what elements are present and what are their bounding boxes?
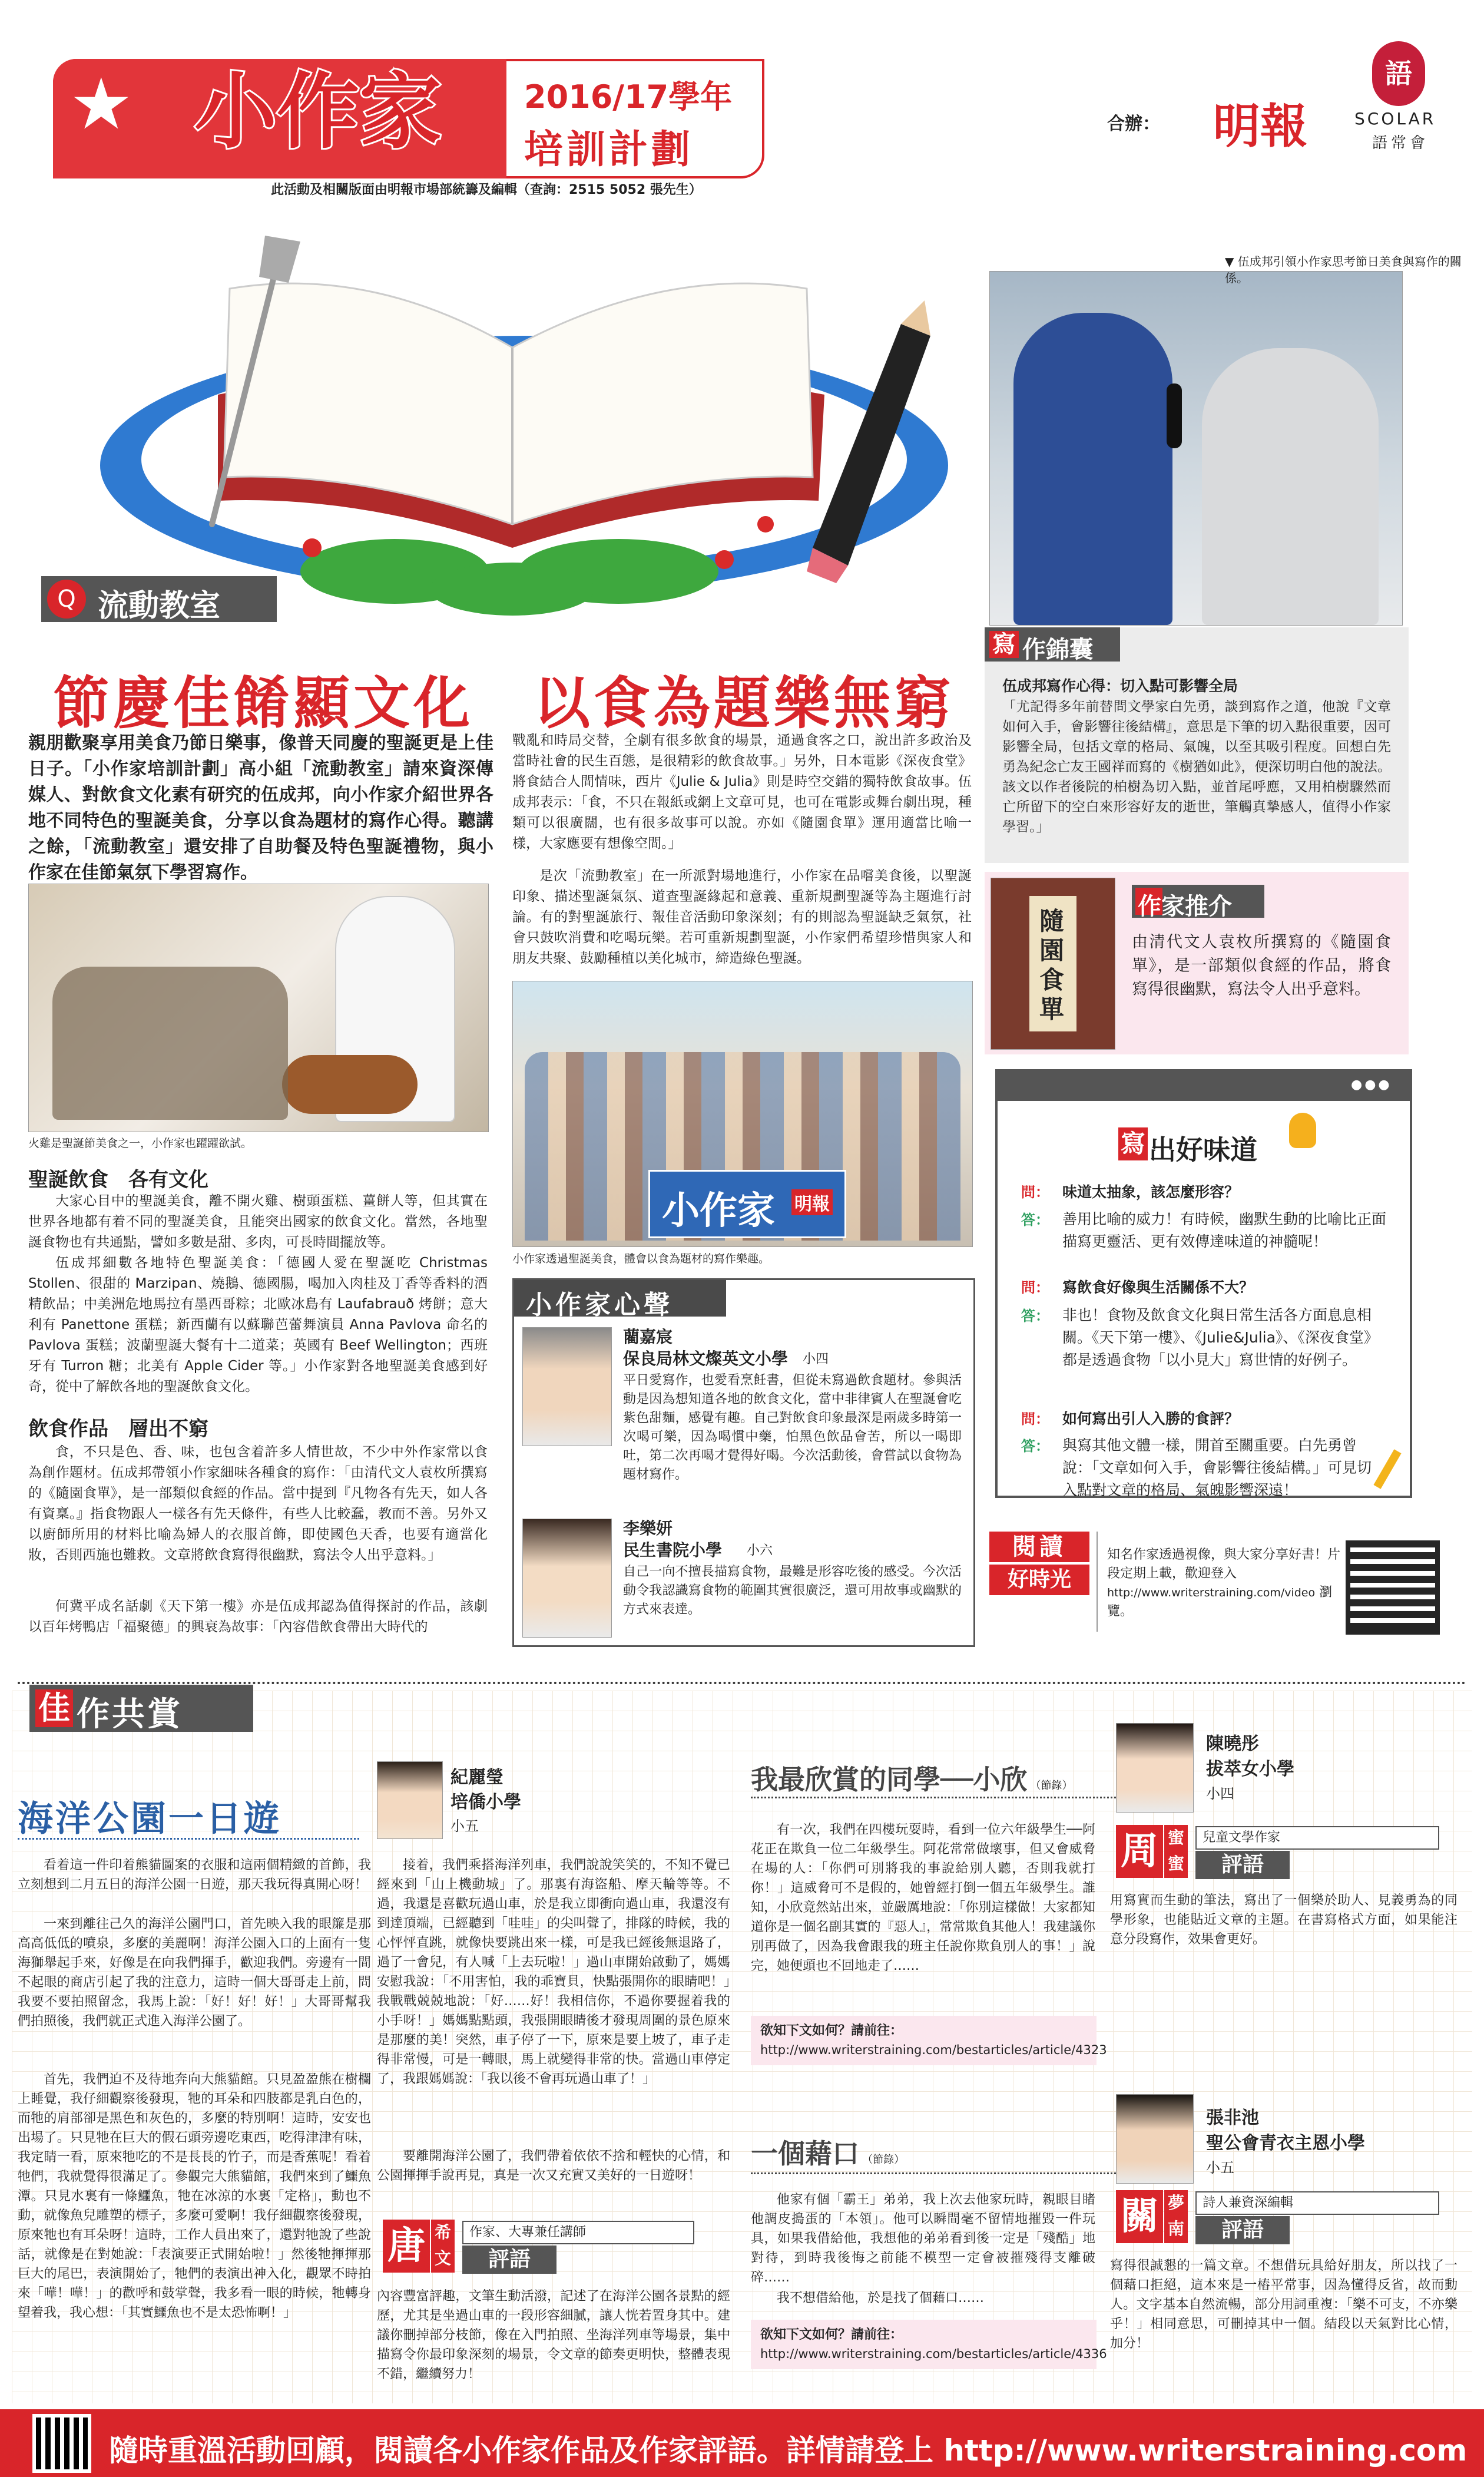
student1-portrait bbox=[522, 1327, 612, 1446]
paragraph-1: 大家心目中的聖誕美食，離不開火雞、樹頭蛋糕、薑餅人等，但其實在世界各地都有着不同的聖誕美食，且能突出國家的飲食文化。當然，各地聖誕食物也有共通點，譬如多數是甜、多肉，可長時間擺放等。 bbox=[28, 1193, 488, 1250]
book-cover-title: 隨園食單 bbox=[1039, 907, 1065, 1024]
lightbulb-icon bbox=[1289, 1113, 1316, 1148]
qa-title: 出好味道 bbox=[1149, 1134, 1257, 1166]
student2-school: 民生書院小學 bbox=[623, 1540, 723, 1560]
q1-label: 問： bbox=[1021, 1184, 1049, 1201]
q3-text: 如何寫出引人入勝的食評？ bbox=[1062, 1410, 1240, 1427]
reading-suffix: 瀏覽。 bbox=[1107, 1585, 1333, 1619]
article1-reviewer-role: 作家、大專兼任講師 bbox=[462, 2221, 694, 2244]
group-photo-caption: 小作家透過聖誕美食，體會以食為題材的寫作樂趣。 bbox=[512, 1252, 770, 1265]
recommend-title-bar bbox=[1132, 885, 1264, 918]
article1-title-underline bbox=[18, 1838, 359, 1840]
a3-text: 與寫其他文體一樣，開首至關重要。白先勇曾說：「文章如何入手，會影響往後結構。」可見切入點對文章的格局、氣魄影響深遠！ bbox=[1062, 1437, 1372, 1499]
book-cover bbox=[991, 878, 1115, 1050]
student1-text: 平日愛寫作，也愛看烹飪書，但從未寫過飲食題材。參與活動是因為想知道各地的飲食文化，當中非律賓人在聖誕會吃紫色甜麵，感覺有趣。自己對飲食印象最深是兩歲多時第一次喝可樂，因為喝慣中藥，怕黑色飲品會苦，所以一喝即吐，第二次再喝才覺得好喝。今次活動後，會嘗試以食物為題材寫作。 bbox=[623, 1373, 962, 1482]
article3-student-name: 張非池 bbox=[1206, 2108, 1259, 2128]
article3-student-grade: 小五 bbox=[1206, 2159, 1234, 2176]
star-icon: ★ bbox=[69, 64, 133, 145]
lead-paragraph: 親朋歡聚享用美食乃節日樂事，像普天同慶的聖誕更是上佳日子。「小作家培訓計劃」高小組「流動教室」請來資深傳媒人、對飲食文化素有研究的伍成邦，向小作家介紹世界各地不同特色的聖誕美食，分享以食為題材的寫作心得。聽講之餘，「流動教室」還安排了自助餐及特色聖誕禮物，與小作家在佳節氣氛下學習寫作。 bbox=[28, 733, 493, 883]
footer-qr-code-icon[interactable] bbox=[32, 2414, 91, 2473]
section-divider bbox=[18, 1682, 1466, 1684]
article2-portrait bbox=[1116, 1723, 1194, 1813]
student1-school: 保良局林文燦英文小學 bbox=[623, 1349, 789, 1368]
article2-excerpt-tag: （節錄） bbox=[1030, 1780, 1073, 1792]
a1-label: 答： bbox=[1021, 1212, 1049, 1228]
article1-title: 海洋公園一日遊 bbox=[18, 1798, 281, 1840]
article3-reviewer-role: 詩人兼資深編輯 bbox=[1195, 2191, 1439, 2215]
reading-qr-code-icon[interactable] bbox=[1346, 1540, 1440, 1635]
article1-paragraph-1: 看着這一件印着熊貓圖案的衣服和這兩個精緻的首飾，我立刻想到二月五日的海洋公園一日遊，那天我玩得真開心呀！ bbox=[18, 1858, 371, 1892]
turkey-photo bbox=[28, 884, 489, 1132]
article3-reviewer-name: 夢南 bbox=[1164, 2190, 1188, 2243]
showcase-tag bbox=[29, 1685, 253, 1732]
article1-reviewer-surname: 唐 bbox=[383, 2220, 430, 2273]
article2-reviewer-surname: 周 bbox=[1116, 1825, 1163, 1878]
article3-portrait bbox=[1116, 2094, 1194, 2184]
book-recommend-box bbox=[985, 872, 1409, 1054]
top-photo-caption: ▼ 伍成邦引領小作家思考節日美食與寫作的關係。 bbox=[1225, 254, 1462, 285]
person-student bbox=[1013, 313, 1172, 625]
article3-link[interactable]: http://www.writerstraining.com/bestarticles/article/4336 bbox=[760, 2347, 1107, 2361]
plan-label: 培訓計劃 bbox=[524, 127, 694, 172]
article3-title-wrap bbox=[751, 2132, 1104, 2171]
a2-label: 答： bbox=[1021, 1308, 1049, 1324]
article2-review-label: 評語 bbox=[1195, 1851, 1290, 1879]
student1-name: 藺嘉宸 bbox=[623, 1327, 673, 1347]
q3-label: 問： bbox=[1021, 1411, 1049, 1427]
footer-text[interactable]: 隨時重溫活動回顧，閱讀各小作家作品及作家評語。詳情請登上 http://www.writerstraining.com bbox=[109, 2433, 1468, 2468]
top-photo bbox=[989, 271, 1403, 626]
article3-student-school: 聖公會青衣主恩小學 bbox=[1206, 2133, 1365, 2154]
article2-link[interactable]: http://www.writerstraining.com/bestarticles/article/4323 bbox=[760, 2043, 1107, 2057]
article1-paragraph-2: 一來到離往己久的海洋公園門口，首先映入我的眼簾是那高高低低的噴泉，多麼的美麗啊！海洋公園入口的上面有一隻海獅舉起手來，好像是在向我們揮手，歡迎我們。旁邊有一間不起眼的商店引起了我的注意力，這時一個大哥哥走上前，問我要不要拍照留念，我馬上說：「好！好！好！」大哥哥幫我們拍照後，我們就正式進入海洋公園了。 bbox=[18, 1917, 371, 2029]
scolar-en: SCOLAR bbox=[1354, 109, 1436, 128]
qa-box bbox=[995, 1069, 1412, 1498]
a1-text: 善用比喻的威力！有時候，幽默生動的比喻比正面描寫更靈活、更有效傳達味道的神髓呢！ bbox=[1062, 1211, 1387, 1250]
article2-student-grade: 小四 bbox=[1206, 1785, 1234, 1802]
article3-review-label: 評語 bbox=[1195, 2216, 1290, 2244]
article1-col2-paragraph-1: 接着，我們乘搭海洋列車，我們說說笑笑的，不知不覺已經來到「山上機動城」了。那裏有海盜船、摩天輪等等。不過，我還是喜歡玩過山車，於是我立即衝向過山車，我還沒有到達頂端，已經聽到「哇哇」的尖叫聲了，排隊的時候，我的心怦怦直跳，就像快要跳出來一樣，可是我已經後無退路了，過了一會兒，有人喊「上去玩啦！」過山車開始啟動了，媽媽安慰我說：「不用害怕，我的乖寶貝，快點張開你的眼睛吧！」我戰戰兢兢地說：「好……好！我相信你，不過你要握着我的小手呀！」媽媽點點頭，我張開眼睛後才發現周圍的景色原來是那麼的美！突然，車子停了一下，原來是要上坡了，車子走得非常慢，可是一轉眼，馬上就變得非常的快。當過山車停定了，我跟媽媽說：「我以後不會再玩過山車了！」 bbox=[377, 1858, 730, 2086]
window-dots-icon: ●●● bbox=[1351, 1077, 1392, 1092]
article2-reviewer-role: 兒童文學作家 bbox=[1195, 1826, 1439, 1850]
qa-top-bar bbox=[998, 1072, 1410, 1101]
main-headline: 節慶佳餚顯文化 以食為題樂無窮 bbox=[53, 670, 954, 736]
article2-text: 有一次，我們在四樓玩耍時，看到一位六年級學生──阿花正在欺負一位二年級學生。阿花常常做壞事，但又會威脅在場的人：「你們可別將我的事說給別人聽，否則我就打你！」這威脅可不是假的，她曾經打倒一個五年級學生。誰知，小欣竟然站出來，並嚴厲地說：「你別這樣做！大家都知道你是一個名副其實的『惡人』，常常欺負其他人！我建議你別再做了，因為我會跟我的班主任說你欺負別人的事！」說完，她便頭也不回地走了…… bbox=[751, 1823, 1095, 1973]
scolar-zh: 語常會 bbox=[1372, 134, 1429, 152]
person-speaker bbox=[1202, 348, 1379, 625]
col2-paragraph-2: 是次「流動教室」在一所派對場地進行，小作家在品嚐美食後，以聖誕印象、描述聖誕氣氛、道查聖誕緣起和意義、重新規劃聖誕等為主題進行討論。有的對聖誕旅行、報佳音活動印象深刻；有的則認為聖誕缺乏氣氛，社會只鼓吹消費和吃喝玩樂。若可重新規劃聖誕，小作家們希望珍惜與家人和朋友共聚、鼓勵種植以美化城市，締造綠色聖誕。 bbox=[512, 868, 972, 966]
mingpao-logo: 明報 bbox=[1213, 98, 1307, 154]
article1-paragraph-3: 首先，我們迫不及待地奔向大熊貓館。只見盈盈熊在樹欄上睡覺，我仔細觀察後發現，牠的耳朵和四肢都是乳白色的，而牠的肩部卻是黑色和灰色的，多麼的特別啊！這時，安安也出場了。只見牠在巨大的假石頭旁邊吃東西，吃得津津有味，我定睛一看，原來牠吃的不是長長的竹子，而是香蕉呢！看着牠們，我就覺得很滿足了。參觀完大熊貓館，我們來到了鱷魚潭。只見水裏有一條鱷魚，牠在冰涼的水裏「定格」，動也不動，就像魚兒雕塑的標子，多麼可愛啊！我仔細觀察後發現，原來牠也有耳朵呀！這時，工作人員出來了，還對牠說了些說話，就像是在對她說：「表演要正式開始啦！」然後牠揮揮那巨大的尾巴，表演開始了，牠們的表演出神入化，觀眾不時拍來「嘩！嘩！」的歡呼和鼓掌聲，我多看一眼的時候，牠轉身望着我，我心想：「其實鱷魚也不是太恐怖啊！」 bbox=[18, 2072, 371, 2320]
article3-text: 他家有個「霸王」弟弟，我上次去他家玩時，親眼目睹他調皮搗蛋的「本領」。他可以瞬間毫不留情地摧毀一件玩具，如果我借給他，我想他的弟弟看到後一定是「殘酷」地對待，到時我後悔之前能不模型一定會被摧殘得支離破碎…… bbox=[751, 2192, 1095, 2285]
voices-box bbox=[512, 1278, 975, 1647]
subheading-2: 飲食作品 層出不窮 bbox=[28, 1417, 208, 1441]
reading-divider bbox=[1097, 1532, 1098, 1632]
article1-student-school: 培僑小學 bbox=[450, 1792, 521, 1813]
article3-review: 寫得很誠懇的一篇文章。不想借玩具給好朋友，所以找了一個藉口拒絕，這本來是一樁平常事，因為懂得反省，故而動人。文字基本自然流暢，部分用詞重複：「樂不可支，不亦樂乎！」相同意思，可刪掉其中一個。結段以天氣對比心情，加分！ bbox=[1110, 2258, 1458, 2351]
reading-text-block bbox=[1107, 1546, 1343, 1621]
article2-link-label: 欲知下文如何？請前往： bbox=[760, 2023, 903, 2038]
article3-reviewer-surname: 關 bbox=[1116, 2190, 1163, 2243]
tips-title: 作錦囊 bbox=[1022, 636, 1093, 663]
q2-label: 問： bbox=[1021, 1279, 1049, 1296]
banner-mingpao: 明報 bbox=[791, 1189, 833, 1215]
reading-tag bbox=[989, 1532, 1095, 1596]
article2-student-name: 陳曉彤 bbox=[1206, 1734, 1259, 1754]
article1-student-grade: 小五 bbox=[450, 1818, 479, 1834]
article2-title-wrap bbox=[751, 1758, 1104, 1797]
article2-review: 用寫實而生動的筆法，寫出了一個樂於助人、見義勇為的同學形象，也能貼近文章的主題。在書寫格式方面，如果能注意分段寫作，效果會更好。 bbox=[1110, 1893, 1458, 1947]
paragraph-3: 食，不只是色、香、味，也包含着許多人情世故，不少中外作家常以食為創作題材。伍成邦帶領小作家細味各種食的寫作：「由清代文人袁枚所撰寫的《隨園食單》，是一部類似食經的作品。當中提到『凡物各有先天，如人各有資稟。』指食物跟人一樣各有先天條件，有些人比較蠢，教而不善。另外又以廚師所用的材料比喻為婦人的衣服首飾，即使國色天香，也要有適當化妝，否則西施也難救。文章將飲食寫得很幽默，寫法令人出乎意料。」 bbox=[28, 1444, 488, 1563]
student2-name: 李樂妍 bbox=[623, 1519, 673, 1538]
masthead bbox=[53, 59, 760, 177]
article2-student-school: 拔萃女小學 bbox=[1206, 1759, 1294, 1780]
turkey-photo-caption: 火雞是聖誕節美食之一，小作家也躍躍欲試。 bbox=[28, 1137, 253, 1150]
article3-link-label: 欲知下文如何？請前往： bbox=[760, 2327, 903, 2342]
article1-col2-paragraph-2: 要離開海洋公園了，我們帶着依依不捨和輕快的心情，和公園揮揮手說再見，真是一次又充實又美好的一日遊呀！ bbox=[377, 2149, 730, 2183]
article3-reviewer-tag bbox=[1116, 2185, 1446, 2250]
mobile-classroom-tag bbox=[41, 576, 277, 622]
footer-bar bbox=[0, 2409, 1484, 2477]
recommend-title: 作家推介 bbox=[1138, 893, 1232, 920]
tips-title-bar bbox=[985, 627, 1120, 662]
article2-link-box bbox=[751, 2016, 1107, 2065]
article2-reviewer-name: 蜜蜜 bbox=[1164, 1825, 1188, 1878]
qa-tag-char: 寫 bbox=[1118, 1127, 1148, 1160]
article1-reviewer-tag bbox=[383, 2215, 736, 2280]
mobile-classroom-label: 流動教室 bbox=[98, 588, 221, 624]
tips-subtitle: 伍成邦寫作心得：切入點可影響全局 bbox=[1002, 677, 1238, 695]
article2-title: 我最欣賞的同學──小欣 bbox=[751, 1764, 1028, 1795]
article3-title-underline bbox=[751, 2172, 1116, 2174]
article1-review: 內容豐富評趣，文筆生動活潑，記述了在海洋公園各景點的經歷，尤其是坐過山車的一段形容細膩，讓人恍若置身其中。建議你刪掉部分枝節，像在入門拍照、坐海洋列車等場景，集中描寫令你最印象深刻的場景，令文章的節奏更明快，整體表現不錯，繼續努力！ bbox=[377, 2289, 730, 2382]
article3-title: 一個藉口 bbox=[751, 2138, 859, 2170]
article2-title-underline bbox=[751, 1797, 1116, 1798]
article3-link-box bbox=[751, 2320, 1107, 2369]
article1-portrait bbox=[377, 1761, 443, 1839]
article1-reviewer-name: 希文 bbox=[431, 2220, 455, 2273]
search-icon: Q bbox=[47, 580, 86, 619]
recommend-text: 由清代文人袁枚所撰寫的《隨園食單》，是一部類似食經的作品，將食寫得很幽默，寫法令人出乎意料。 bbox=[1132, 933, 1391, 998]
brand-logo: 小作家 bbox=[194, 64, 442, 160]
article2-reviewer-tag bbox=[1116, 1820, 1446, 1885]
group-photo bbox=[512, 981, 973, 1247]
q1-text: 味道太抽象，該怎麼形容？ bbox=[1062, 1183, 1240, 1201]
article3-excerpt-tag: （節錄） bbox=[862, 2154, 905, 2166]
a3-label: 答： bbox=[1021, 1438, 1049, 1454]
showcase-tag-char: 佳 bbox=[35, 1689, 73, 1727]
microphone-icon bbox=[1167, 383, 1182, 448]
event-banner bbox=[648, 1170, 846, 1238]
a2-text: 非也！食物及飲食文化與日常生活各方面息息相關。《天下第一樓》、《Julie&Julia》、《深夜食堂》都是透過食物「以小見大」寫世情的好例子。 bbox=[1062, 1307, 1379, 1368]
voices-title: 小作家心聲 bbox=[526, 1290, 673, 1320]
banner-brand: 小作家 bbox=[662, 1189, 775, 1233]
student2-text: 自己一向不擅長描寫食物，最難是形容吃後的感受。今次活動令我認識寫食物的範圍其實很廣泛，還可用故事或幽默的方式來表達。 bbox=[623, 1565, 962, 1617]
reading-text: 知名作家透過視像，與大家分享好書！片段定期上載，歡迎登入 bbox=[1107, 1547, 1341, 1581]
q2-text: 寫飲食好像與生活關係不大？ bbox=[1062, 1279, 1254, 1296]
article1-review-label: 評語 bbox=[462, 2245, 556, 2274]
article1-student-name: 紀麗瑩 bbox=[450, 1767, 504, 1788]
reading-url[interactable]: http://www.writerstraining.com/video bbox=[1107, 1586, 1316, 1599]
writing-tips-box bbox=[985, 627, 1409, 863]
credit-line: 此活動及相關版面由明報市場部統籌及編輯（查詢：2515 5052 張先生） bbox=[271, 183, 702, 197]
turkey-dish bbox=[282, 1055, 418, 1114]
reading-title-2: 好時光 bbox=[989, 1565, 1089, 1595]
student2-grade: 小六 bbox=[747, 1543, 773, 1558]
showcase-title: 作共賞 bbox=[77, 1695, 183, 1734]
tips-text: 「尤記得多年前替問文學家白先勇，談到寫作之道，他說『文章如何入手，會影響往後結構』，意思是下筆的切入點很重要，因可影響全局，包括文章的格局、氣魄，以至其吸引程度。回想白先勇為紀念亡友王國祥而寫的《樹猶如此》，便深切明白他的說法。該文以作者後院的柏樹為切入點，並首尾呼應，又用柏樹驟然而亡所留下的空白來形容好友的逝世，筆觸真摯感人，值得小作家學習。」 bbox=[1002, 699, 1391, 835]
subheading-1: 聖誕飲食 各有文化 bbox=[28, 1168, 208, 1192]
article3-text-2: 我不想借給他，於是找了個藉口…… bbox=[777, 2291, 985, 2306]
voices-title-bar bbox=[514, 1280, 726, 1320]
children-group bbox=[52, 967, 288, 1120]
cohost-label: 合辦： bbox=[1107, 114, 1160, 134]
student1-grade: 小四 bbox=[803, 1352, 829, 1367]
scolar-seal: 語 bbox=[1372, 41, 1425, 106]
year-label: 2016/17學年 bbox=[524, 78, 733, 115]
reading-title-1: 閱讀 bbox=[989, 1532, 1089, 1562]
paragraph-4: 何冀平成名話劇《天下第一樓》亦是伍成邦認為值得探討的作品，該劇以百年烤鴨店「福聚德」的興衰為故事：「內容借飲食帶出大時代的 bbox=[28, 1599, 488, 1635]
book-illustration bbox=[88, 218, 972, 619]
student2-portrait bbox=[522, 1519, 612, 1638]
paragraph-2: 伍成邦細數各地特色聖誕美食：「德國人愛在聖誕吃 Christmas Stollen、很甜的 Marzipan、燒鵝、德國腸，喝加入肉桂及丁香等香料的酒精飲品；中美洲危地馬拉有墨西哥粽；北歐冰島有 Laufabrauð 烤餅；意大利有 Panettone 蛋糕；新西蘭有以蘇聯芭蕾舞演員 Anna Pavlova 命名的 Pavlova 蛋糕；波蘭聖誕大餐有十二道菜；英國有 Beef Wellington；西班牙有 Turron 糖；北美有 Apple Cider 等。」小作家對各地聖誕美食感到好奇，從中了解飲各地的聖誕飲食文化。 bbox=[28, 1255, 488, 1394]
tips-tag-char: 寫 bbox=[989, 631, 1019, 658]
col2-paragraph-1: 戰亂和時局交替，全劇有很多飲食的場景，通過食客之口，說出許多政治及當時社會的民生百態，是很精彩的飲食故事。」另外，日本電影《深夜食堂》將食結合人間情味，西片《Julie & Julia》則是時空交錯的獨特飲食故事。伍成邦表示：「食，不只在報紙或網上文章可見，也可在電影或舞台劇出現，種類可以很廣闊，也有很多故事可以說。亦如《隨園食單》運用適當比喻一樣，大家應要有想像空間。」 bbox=[512, 733, 972, 851]
